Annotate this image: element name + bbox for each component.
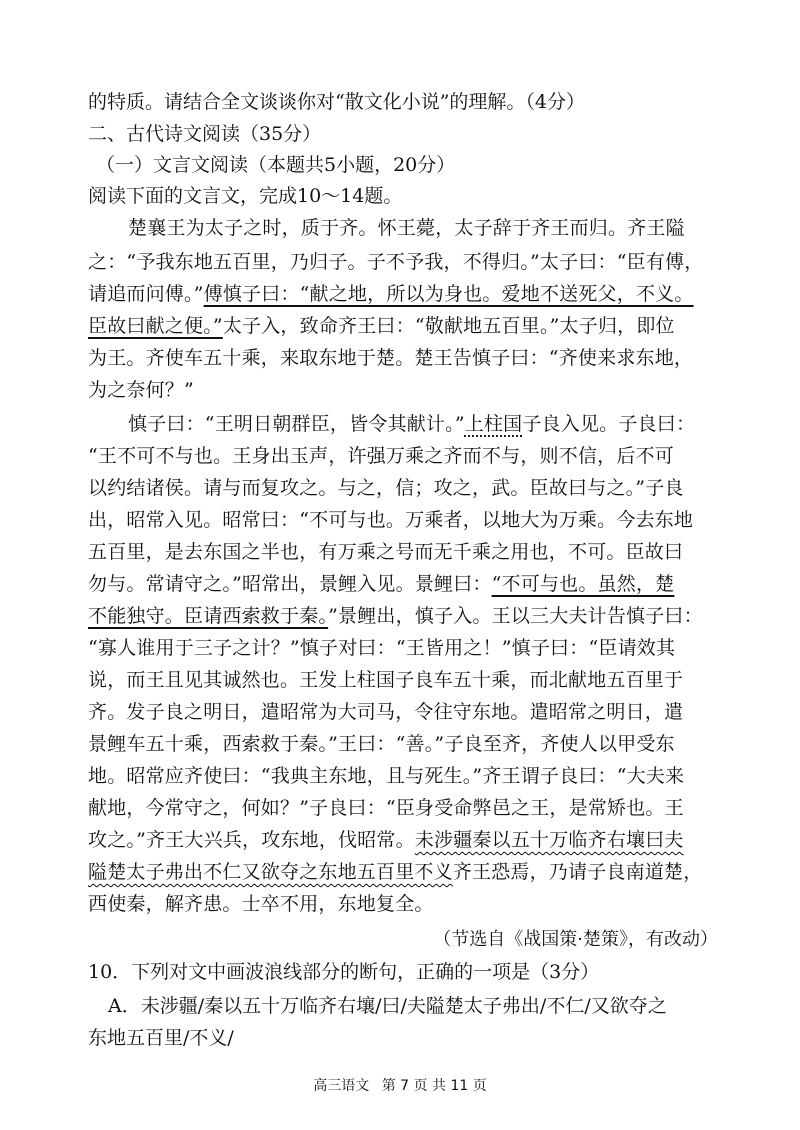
- passage-line: 出，昭常入见。昭常曰：“不可与也。万乘者，以地大为万乘。今去东地: [88, 509, 694, 531]
- page-footer: [0, 1075, 800, 1095]
- passage-text: ”景鲤出，慎子入。王以三大夫计告慎子曰：: [328, 605, 703, 627]
- option-a-continued: 东地五百里/不义/: [88, 1027, 234, 1049]
- underlined-sentence: 傅慎子曰：“献之地，所以为身也。爱地不送死父，不义。: [203, 283, 694, 305]
- passage-line: 景鲤车五十乘，西索救于秦。”王曰：“善。”子良至齐，齐使人以甲受东: [88, 733, 675, 755]
- passage-line: 西使秦，解齐患。士卒不用，东地复全。: [88, 893, 434, 915]
- passage-line: 献地，今常守之，何如？”子良曰：“臣身受命弊邑之王，是常矫也。王: [88, 797, 684, 819]
- passage-line: 以约结诸侯。请与而复攻之。与之，信；攻之，武。臣故曰与之。”子良: [88, 477, 684, 499]
- passage-text: 慎子曰：“王明日朝群臣，皆令其献计。”: [128, 413, 465, 435]
- section-title: 二、古代诗文阅读（35分）: [88, 123, 322, 145]
- passage-source: （节选自《战国策·楚策》，有改动）: [433, 929, 718, 950]
- passage-line: “王不可不与也。王身出玉声，许强万乘之齐而不与，则不信，后不可: [88, 445, 674, 467]
- passage-text: 齐王恐焉，乃请子良南道楚，: [452, 861, 703, 883]
- passage-line: “寡人谁用于三子之计？”慎子对曰：“王皆用之！”慎子曰：“臣请效其: [88, 637, 676, 659]
- passage-text: 子良入见。子良曰：: [522, 413, 696, 435]
- passage-line: 五百里，是去东国之半也，有万乘之号而无千乘之用也，不可。臣故曰: [88, 541, 684, 563]
- passage-line: 齐。发子良之明日，遣昭常为大司马，令往守东地。遣昭常之明日，遣: [88, 701, 684, 723]
- underlined-sentence: 不能独守。臣请西索救于秦。: [88, 605, 329, 627]
- passage-line: [88, 570, 728, 598]
- passage-text: 攻之。”齐王大兴兵，攻东地，伐昭常。: [88, 829, 415, 851]
- passage-text: 请追而问傅。”: [88, 283, 204, 305]
- wavy-underlined-text: 隘楚太子弗出不仁又欲夺之东地五百里不义: [88, 861, 453, 883]
- passage-line: [88, 312, 728, 340]
- passage-line: [88, 280, 728, 308]
- passage-line: 为王。齐使车五十乘，来取东地于楚。楚王告慎子曰：“齐使来求东地，: [88, 347, 694, 369]
- underlined-sentence: “不可与也。虽然，楚: [491, 573, 675, 595]
- passage-text: 勿与。常请守之。”昭常出，景鲤入见。景鲤曰：: [88, 573, 492, 595]
- footer-page-number: 第 7 页 共 11 页: [381, 1078, 487, 1094]
- passage-line: 地。昭常应齐使曰：“我典主东地，且与死生。”齐王谓子良曰：“大夫来: [88, 765, 685, 787]
- reading-instruction: 阅读下面的文言文，完成10～14题。: [88, 185, 403, 207]
- passage-line: [128, 410, 728, 438]
- passage-text: 太子入，致命齐王曰：“敬献地五百里。”太子归，即位: [222, 315, 675, 337]
- subsection-title: （一）文言文阅读（本题共5小题，20分）: [96, 154, 456, 176]
- passage-line: 楚襄王为太子之时，质于齐。怀王薨，太子辞于齐王而归。齐王隘: [128, 217, 685, 239]
- passage-line: 为之奈何？”: [88, 379, 194, 401]
- dotted-term: 上柱国: [464, 413, 523, 435]
- underlined-sentence: 臣故曰献之便。”: [88, 315, 223, 337]
- question-stem: 10．下列对文中画波浪线部分的断句，正确的一项是（3分）: [88, 961, 600, 983]
- previous-question-tail: 的特质。请结合全文谈谈你对“散文化小说”的理解。（4分）: [88, 91, 586, 113]
- option-a: A．未涉疆/秦以五十万临齐右壤/曰/夫隘楚太子弗出/不仁/又欲夺之: [108, 995, 667, 1017]
- passage-line: [88, 858, 728, 886]
- passage-line: 说，而王且见其诚然也。王发上柱国子良车五十乘，而北献地五百里于: [88, 669, 684, 691]
- wavy-underlined-text: 未涉疆秦以五十万临齐右壤曰夫: [414, 829, 684, 851]
- passage-line: [88, 826, 728, 854]
- passage-line: 之：“予我东地五百里，乃归子。子不予我，不得归。”太子曰：“臣有傅，: [88, 251, 704, 273]
- footer-subject: 高三语文: [313, 1078, 370, 1094]
- passage-line: [88, 602, 728, 630]
